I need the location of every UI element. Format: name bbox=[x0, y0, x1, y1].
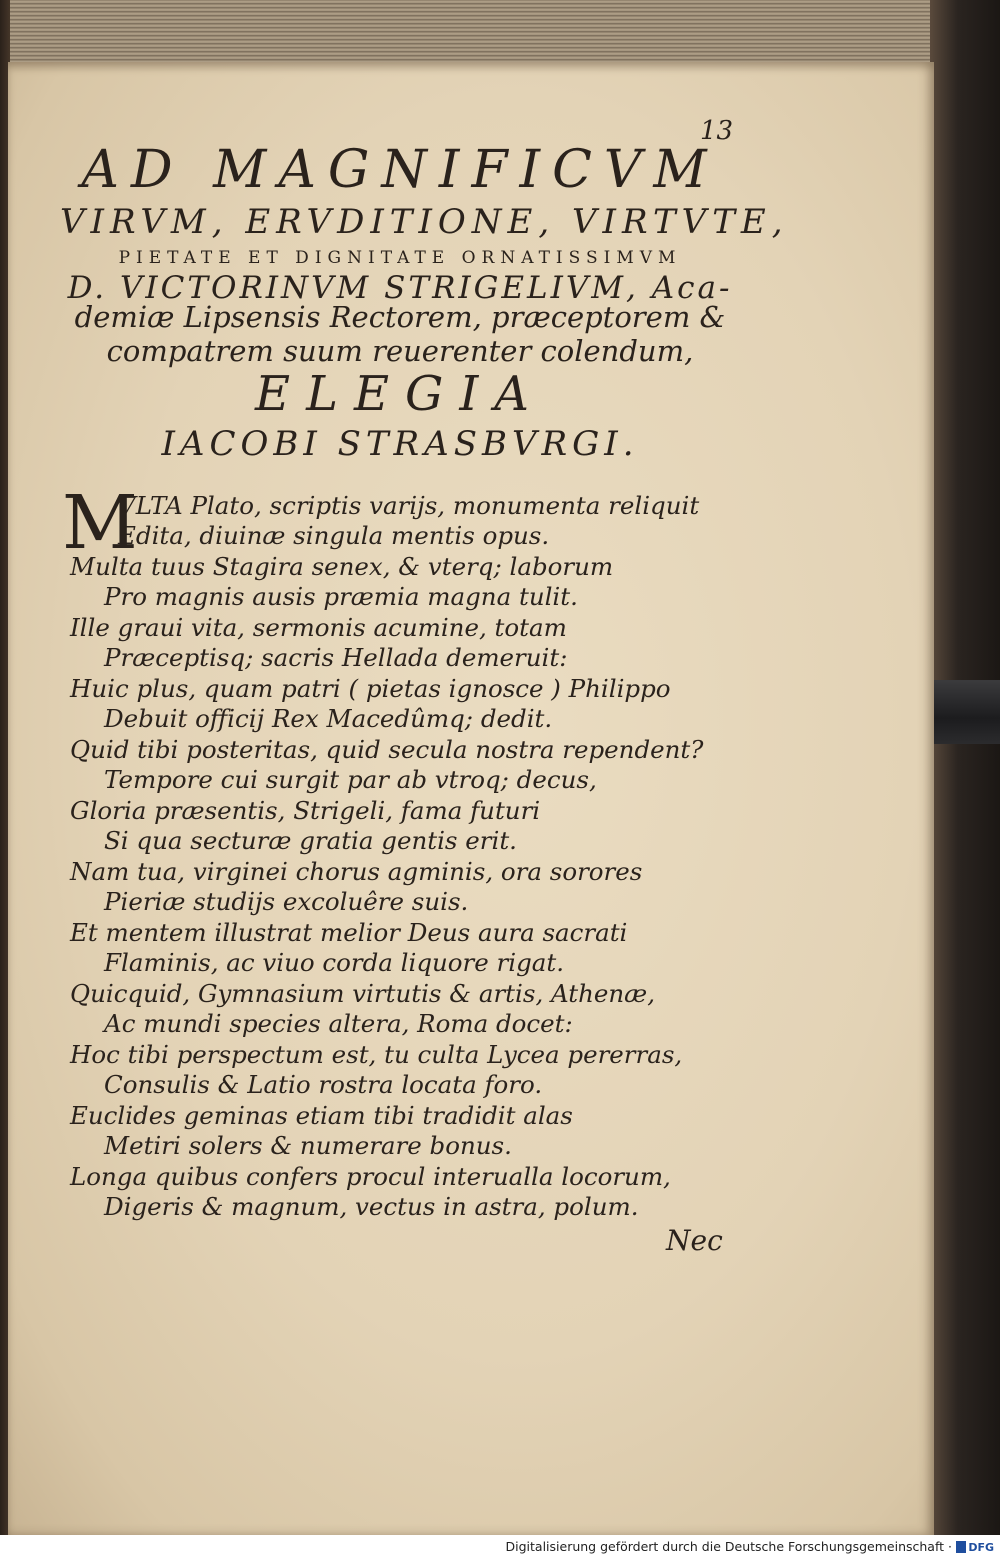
dfg-logo-mark-icon bbox=[956, 1541, 966, 1553]
verse-line: Flaminis, ac viuo corda liquore rigat. bbox=[104, 948, 564, 977]
heading-line-3: PIETATE ET DIGNITATE ORNATISSIMVM bbox=[118, 248, 682, 268]
verse-line: Ac mundi species altera, Roma docet: bbox=[104, 1009, 573, 1038]
author-line: IACOBI STRASBVRGI. bbox=[161, 424, 639, 464]
clasp-strap bbox=[928, 680, 1000, 744]
drop-cap: M bbox=[62, 480, 138, 566]
page-edges-top bbox=[10, 0, 940, 70]
heading-line-5: demiæ Lipsensis Rectorem, præceptorem & bbox=[74, 300, 726, 334]
verse-line: VLTA Plato, scriptis varijs, monumenta reliquit bbox=[118, 491, 700, 520]
verse-line: Euclides geminas etiam tibi tradidit alas bbox=[70, 1101, 573, 1130]
verse-line: Præceptisq; sacris Hellada demeruit: bbox=[104, 643, 568, 672]
catchword: Nec bbox=[666, 1224, 723, 1257]
elegia-title: ELEGIA bbox=[255, 366, 545, 422]
verse-line: Si qua secturæ gratia gentis erit. bbox=[104, 826, 517, 855]
verse-line: Tempore cui surgit par ab vtroq; decus, bbox=[104, 765, 597, 794]
verse-line: Pieriæ studijs excoluêre suis. bbox=[104, 887, 469, 916]
verse-line: Gloria præsentis, Strigeli, fama futuri bbox=[70, 796, 541, 825]
dfg-logo-text: DFG bbox=[968, 1540, 994, 1554]
verse-line: Pro magnis ausis præmia magna tulit. bbox=[104, 582, 578, 611]
heading-line-2: VIRVM, ERVDITIONE, VIRTVTE, bbox=[60, 202, 789, 242]
verse-line: Debuit officij Rex Macedûmq; dedit. bbox=[104, 704, 553, 733]
verse-line: Huic plus, quam patri ( pietas ignosce ) Philippo bbox=[70, 674, 671, 703]
verse-line: Multa tuus Stagira senex, & vterq; laborum bbox=[70, 552, 614, 581]
verse-line: Quid tibi posteritas, quid secula nostra rependent? bbox=[70, 735, 704, 764]
heading-line-4: D. VICTORINVM STRIGELIVM, Aca- bbox=[67, 270, 733, 306]
verse-line: Consulis & Latio rostra locata foro. bbox=[104, 1070, 543, 1099]
verse-line: Quicquid, Gymnasium virtutis & artis, Athenæ, bbox=[70, 979, 655, 1008]
heading-line-6: compatrem suum reuerenter colendum, bbox=[106, 334, 694, 368]
verse-line: Longa quibus confers procul interualla locorum, bbox=[70, 1162, 671, 1191]
dfg-logo bbox=[956, 1538, 994, 1556]
page-number: 13 bbox=[700, 116, 734, 146]
book-cover-right-edge bbox=[930, 0, 1000, 1535]
footer-bar bbox=[0, 1535, 1000, 1560]
verse-line: Et mentem illustrat melior Deus aura sacrati bbox=[70, 918, 628, 947]
footer-credit-text: Digitalisierung gefördert durch die Deutsche Forschungsgemeinschaft · bbox=[505, 1539, 952, 1554]
verse-line: Hoc tibi perspectum est, tu culta Lycea pererras, bbox=[70, 1040, 683, 1069]
verse-line: Nam tua, virginei chorus agminis, ora sorores bbox=[70, 857, 643, 886]
verse-line: Metiri solers & numerare bonus. bbox=[104, 1131, 512, 1160]
verse-line: Ille graui vita, sermonis acumine, totam bbox=[70, 613, 567, 642]
verse-line: Edita, diuinæ singula mentis opus. bbox=[118, 521, 550, 550]
heading-line-1: AD MAGNIFICVM bbox=[81, 140, 719, 200]
verse-line: Digeris & magnum, vectus in astra, polum. bbox=[104, 1192, 639, 1221]
